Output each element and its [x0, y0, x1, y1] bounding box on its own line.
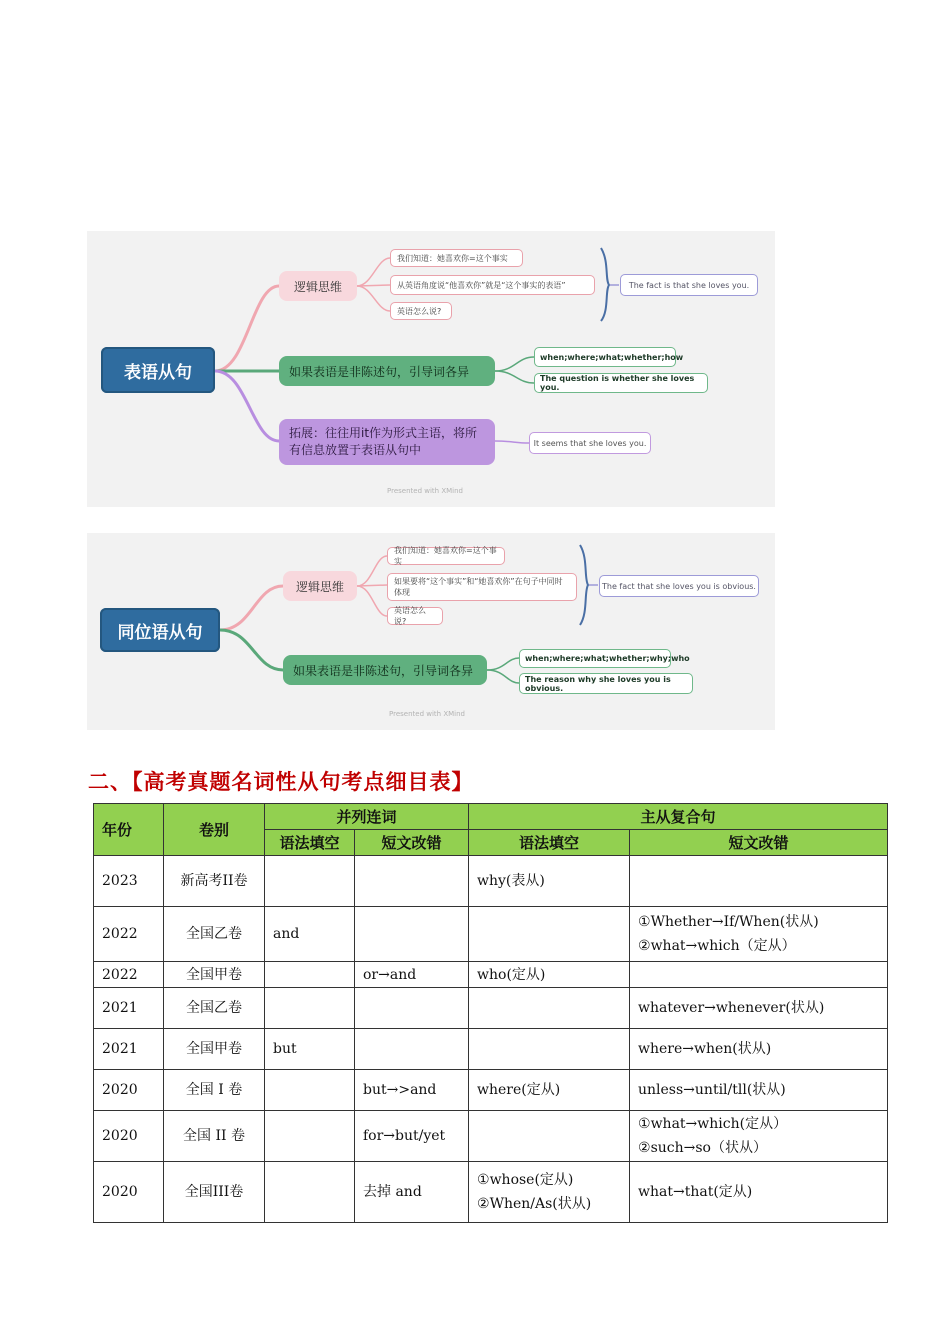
- conj-list: when;where;what;whether;how: [534, 347, 676, 367]
- cell-year: 2022: [94, 907, 164, 962]
- table-row: [94, 962, 888, 988]
- header-complex: 主从复合句: [469, 804, 888, 830]
- xmind-credit: Presented with XMind: [387, 487, 463, 495]
- conj-example: The reason why she loves you is obvious.: [519, 673, 693, 694]
- table-body: [94, 856, 888, 1223]
- non-statement-node: 如果表语是非陈述句，引导词各异: [279, 356, 495, 386]
- exam-point-table: [93, 803, 888, 1223]
- cell-year: 2020: [94, 1070, 164, 1111]
- cell-coord-correct: [355, 1029, 469, 1070]
- logic-node: 逻辑思维: [279, 271, 357, 301]
- cell-complex-correct: [630, 962, 888, 988]
- cell-complex-fill: [469, 1029, 630, 1070]
- mindmap-predicative-clause: [87, 231, 775, 507]
- cell-coord-fill: [265, 1070, 355, 1111]
- xmind-credit: Presented with XMind: [389, 710, 465, 718]
- cell-complex-fill: why(表从): [469, 856, 630, 907]
- header-coord-fill: 语法填空: [265, 830, 355, 856]
- header-paper: 卷别: [164, 804, 265, 856]
- conj-example: The question is whether she loves you.: [534, 373, 708, 393]
- cell-coord-correct: 去掉 and: [355, 1162, 469, 1223]
- cell-paper: 新高考II卷: [164, 856, 265, 907]
- cell-coord-fill: [265, 1111, 355, 1162]
- cell-complex-fill: ①whose(定从) ②When/As(状从): [469, 1162, 630, 1223]
- cell-paper: 全国乙卷: [164, 988, 265, 1029]
- cell-complex-fill: [469, 1111, 630, 1162]
- cell-coord-correct: [355, 856, 469, 907]
- table-row: [94, 1029, 888, 1070]
- cell-paper: 全国III卷: [164, 1162, 265, 1223]
- extend-node: 拓展：往往用it作为形式主语，将所有信息放置于表语从句中: [279, 419, 495, 465]
- table-row: [94, 1070, 888, 1111]
- table-row: [94, 1111, 888, 1162]
- table-row: [94, 907, 888, 962]
- cell-coord-fill: but: [265, 1029, 355, 1070]
- cell-year: 2023: [94, 856, 164, 907]
- cell-paper: 全国甲卷: [164, 1029, 265, 1070]
- cell-complex-correct: whatever→whenever(状从): [630, 988, 888, 1029]
- cell-coord-fill: [265, 962, 355, 988]
- logic-result: The fact that she loves you is obvious.: [599, 575, 759, 597]
- cell-coord-correct: or→and: [355, 962, 469, 988]
- section-heading: 二、【高考真题名词性从句考点细目表】: [88, 770, 474, 794]
- header-complex-fill: 语法填空: [469, 830, 630, 856]
- logic-item-1: 我们知道：她喜欢你=这个事实: [387, 547, 505, 565]
- logic-item-2: 从英语角度说“他喜欢你”就是“这个事实的表语”: [390, 275, 595, 295]
- header-coordinating: 并列连词: [265, 804, 469, 830]
- cell-paper: 全国乙卷: [164, 907, 265, 962]
- logic-result: The fact is that she loves you.: [620, 274, 758, 296]
- logic-node: 逻辑思维: [283, 571, 357, 601]
- cell-complex-correct: unless→until/tll(状从): [630, 1070, 888, 1111]
- header-year: 年份: [94, 804, 164, 856]
- cell-paper: 全国 I 卷: [164, 1070, 265, 1111]
- root-node: 表语从句: [101, 347, 215, 393]
- mindmap-appositive-clause: [87, 533, 775, 730]
- cell-year: 2020: [94, 1111, 164, 1162]
- cell-complex-fill: who(定从): [469, 962, 630, 988]
- cell-year: 2021: [94, 988, 164, 1029]
- cell-complex-correct: what→that(定从): [630, 1162, 888, 1223]
- cell-complex-fill: where(定从): [469, 1070, 630, 1111]
- logic-item-2: 如果要将“这个事实”和“她喜欢你”在句子中同时体现: [387, 573, 577, 601]
- cell-coord-fill: [265, 988, 355, 1029]
- cell-complex-correct: ①what→which(定从） ②such→so（状从）: [630, 1111, 888, 1162]
- cell-coord-fill: [265, 856, 355, 907]
- cell-year: 2021: [94, 1029, 164, 1070]
- header-complex-correct: 短文改错: [630, 830, 888, 856]
- cell-paper: 全国甲卷: [164, 962, 265, 988]
- cell-year: 2020: [94, 1162, 164, 1223]
- table-row: [94, 988, 888, 1029]
- cell-complex-fill: [469, 907, 630, 962]
- cell-coord-correct: [355, 907, 469, 962]
- cell-complex-correct: where→when(状从): [630, 1029, 888, 1070]
- non-statement-node: 如果表语是非陈述句，引导词各异: [283, 655, 487, 685]
- cell-year: 2022: [94, 962, 164, 988]
- cell-coord-correct: but→>and: [355, 1070, 469, 1111]
- cell-coord-fill: and: [265, 907, 355, 962]
- cell-complex-correct: ①Whether→If/When(状从) ②what→which（定从）: [630, 907, 888, 962]
- header-coord-correct: 短文改错: [355, 830, 469, 856]
- cell-paper: 全国 II 卷: [164, 1111, 265, 1162]
- logic-item-3: 英语怎么说?: [387, 607, 443, 625]
- conj-list: when;where;what;whether;why;who: [519, 649, 671, 668]
- cell-coord-fill: [265, 1162, 355, 1223]
- table-row: [94, 856, 888, 907]
- cell-complex-fill: [469, 988, 630, 1029]
- root-node: 同位语从句: [100, 608, 220, 652]
- extend-example: It seems that she loves you.: [529, 432, 651, 454]
- cell-coord-correct: [355, 988, 469, 1029]
- logic-item-1: 我们知道：她喜欢你=这个事实: [390, 249, 523, 267]
- table-row: [94, 1162, 888, 1223]
- logic-item-3: 英语怎么说?: [390, 302, 452, 320]
- cell-complex-correct: [630, 856, 888, 907]
- cell-coord-correct: for→but/yet: [355, 1111, 469, 1162]
